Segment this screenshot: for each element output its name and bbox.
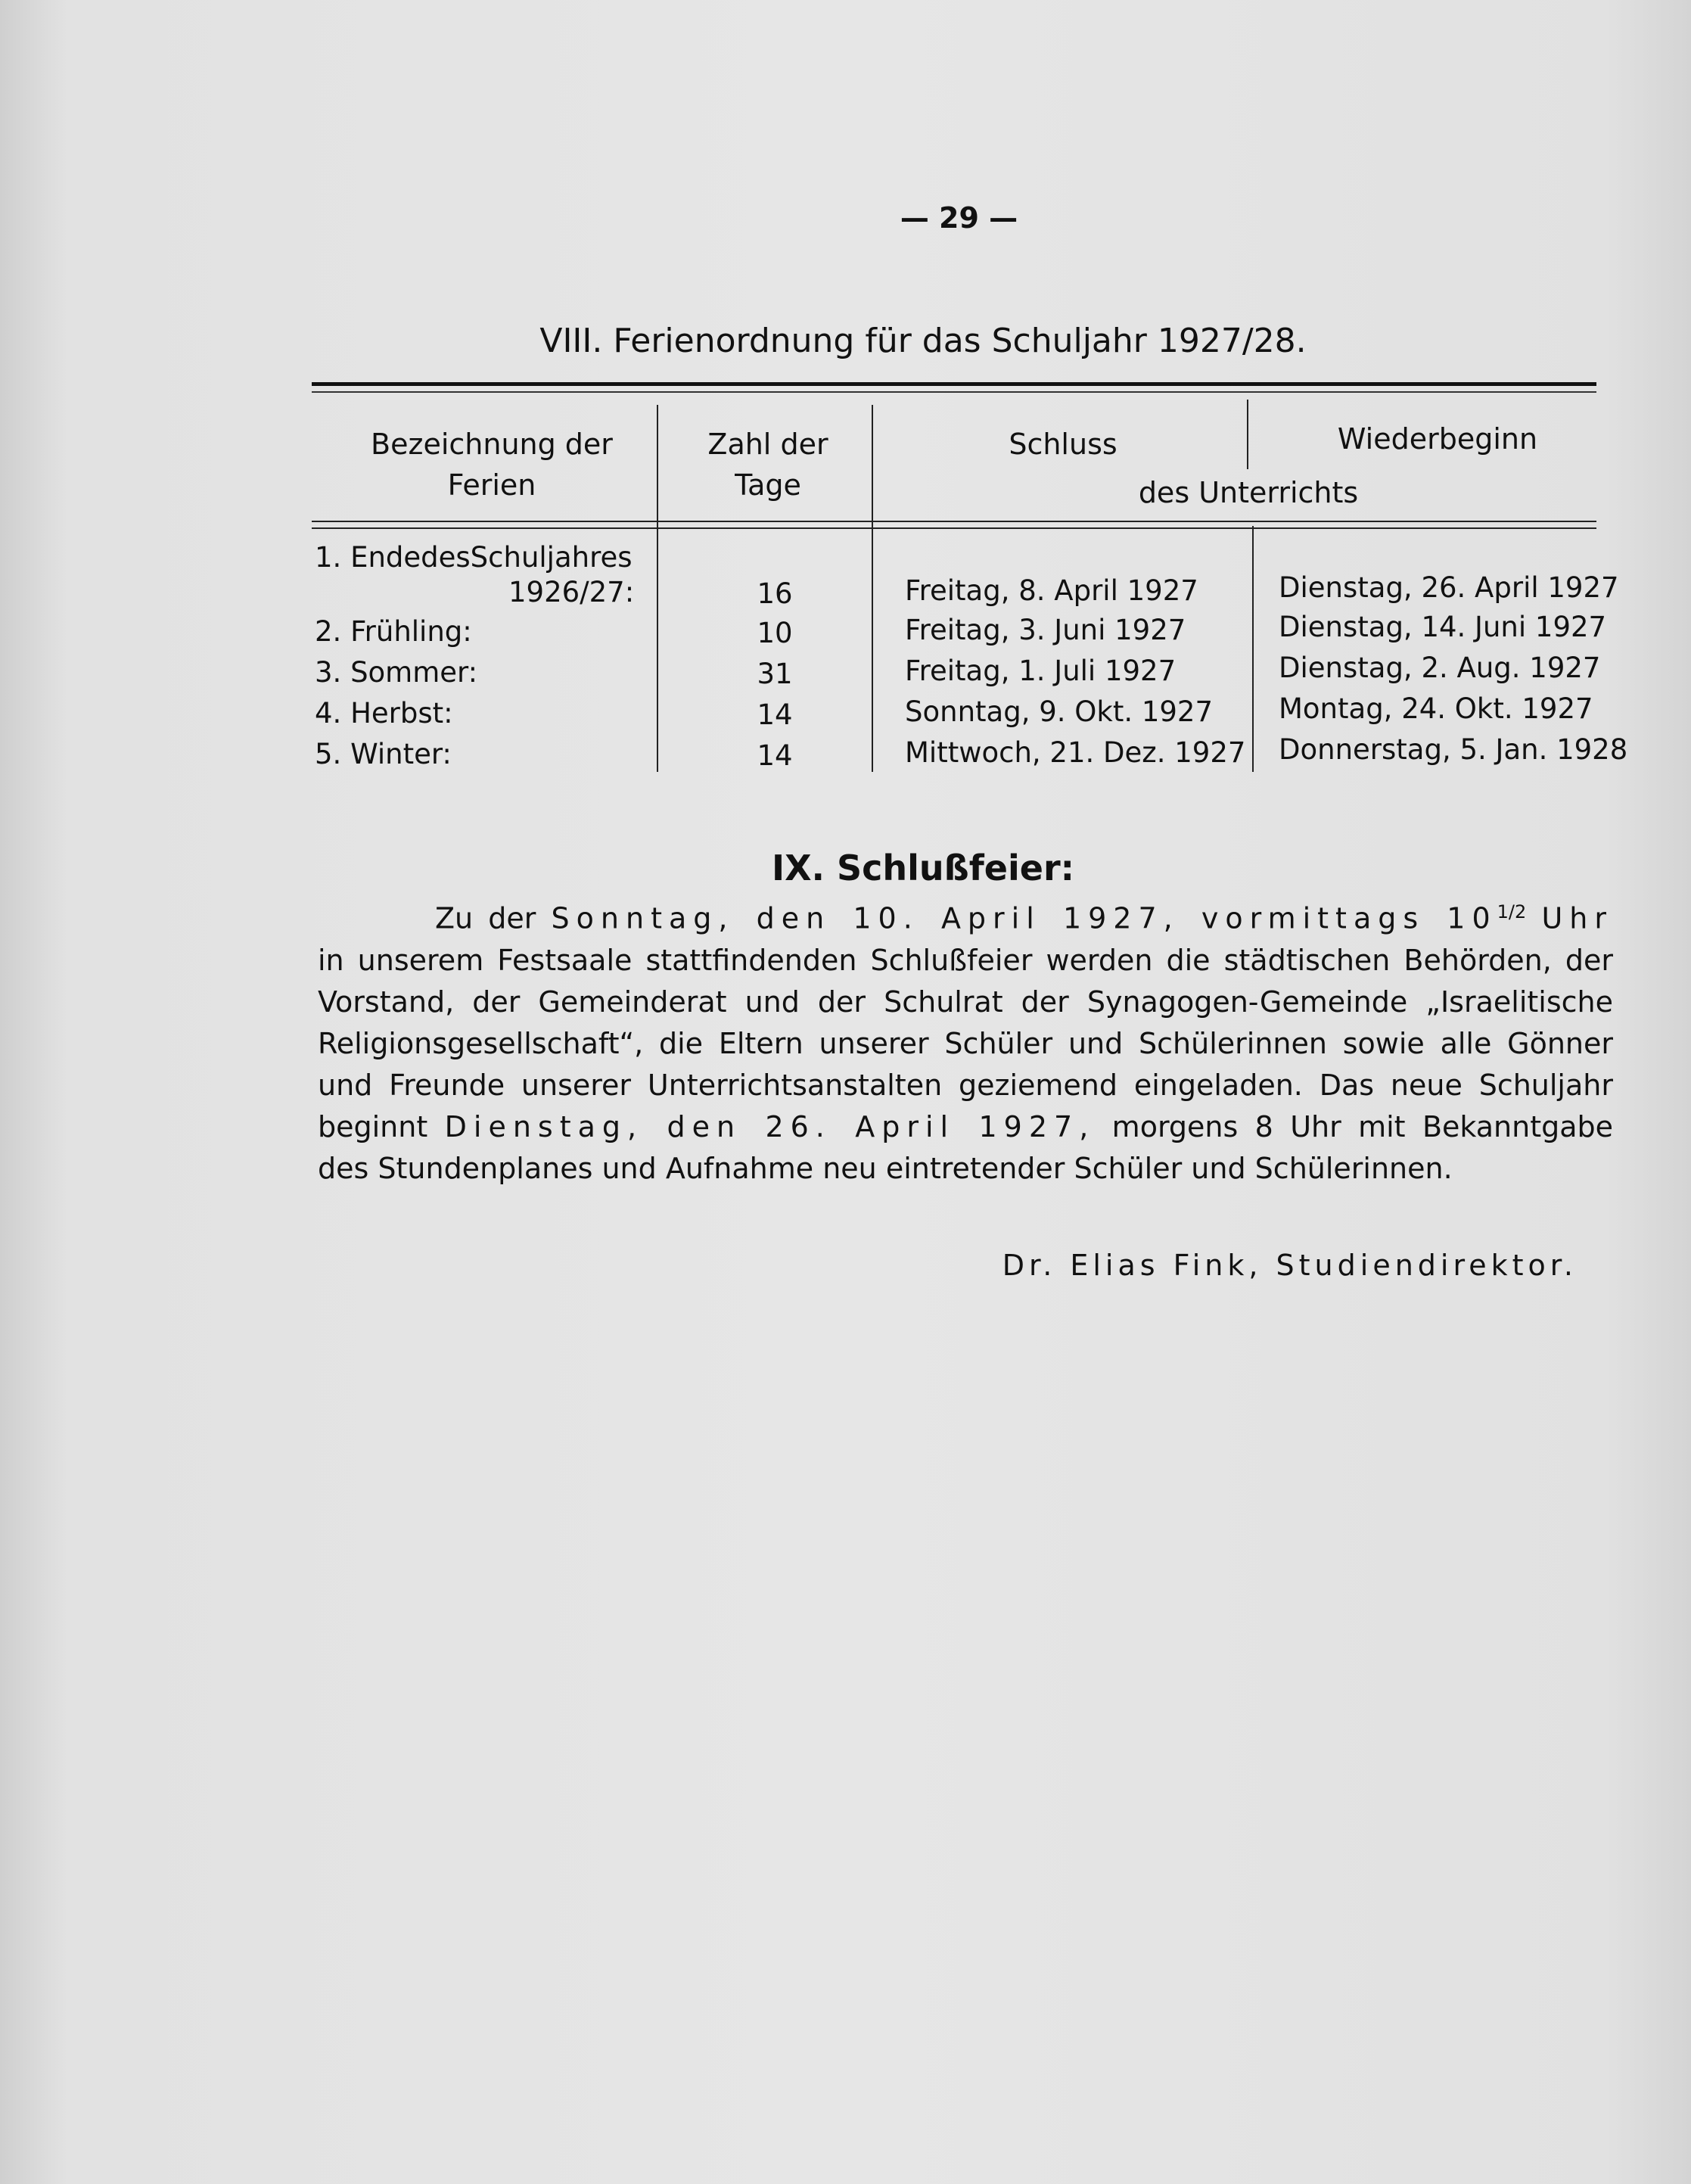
col-divider-1 — [657, 405, 658, 772]
row3-days: 31 — [757, 658, 793, 690]
paragraph-line-5: und Freunde unserer Unterrichtsanstalten geziemend eingeladen. Das neue Schuljahr — [318, 1068, 1613, 1102]
header-wiederbeginn: Wiederbeginn — [1337, 422, 1538, 456]
line6-date-spaced: Dienstag, den 26. April 1927, — [444, 1109, 1096, 1143]
line6-start: beginnt — [318, 1109, 428, 1143]
row1-restart: Dienstag, 26. April 1927 — [1279, 571, 1619, 604]
col-divider-3 — [1247, 400, 1248, 469]
header-bottom-rule — [312, 521, 1596, 522]
row2-restart: Dienstag, 14. Juni 1927 — [1279, 611, 1607, 643]
paragraph-line-6 — [318, 1106, 1613, 1148]
row5-name: 5. Winter: — [315, 738, 452, 770]
page-number-text: — 29 — — [900, 201, 1018, 235]
line1-uhr: Uhr — [1541, 901, 1613, 935]
row5-restart: Donnerstag, 5. Jan. 1928 — [1279, 733, 1628, 766]
row3-restart: Dienstag, 2. Aug. 1927 — [1279, 652, 1601, 684]
row4-days: 14 — [757, 698, 793, 731]
row1-name: 1. EndedesSchuljahres — [315, 541, 633, 574]
col-divider-2 — [872, 405, 873, 772]
header-schluss: Schluss — [1009, 428, 1117, 461]
line1-fraction: 1/2 — [1497, 901, 1527, 922]
paragraph-line-4: Religionsgesellschaft“, die Eltern unserer Schüler und Schülerinnen sowie alle Gönner — [318, 1026, 1613, 1060]
line1-start: Zu der — [435, 901, 536, 935]
row4-end: Sonntag, 9. Okt. 1927 — [905, 695, 1214, 728]
row4-name: 4. Herbst: — [315, 697, 453, 730]
paragraph-line-1 — [318, 891, 1613, 940]
row3-name: 3. Sommer: — [315, 656, 478, 689]
section-ix-paragraph — [318, 891, 1613, 1190]
header-bezeichnung: Bezeichnung der Ferien — [371, 428, 613, 502]
row5-end: Mittwoch, 21. Dez. 1927 — [905, 736, 1246, 769]
row1-name-cont: 1926/27: — [508, 576, 635, 608]
header-des-unterrichts: des Unterrichts — [1138, 476, 1359, 509]
table-top-rule — [312, 382, 1596, 386]
paragraph-line-2: in unserem Festsaale stattfindenden Schlußfeier werden die städtischen Behörden, der — [318, 943, 1613, 977]
row4-restart: Montag, 24. Okt. 1927 — [1279, 692, 1593, 725]
line6-end: morgens 8 Uhr mit Bekanntgabe — [1111, 1109, 1613, 1143]
section-ix-title: IX. Schlußfeier: — [771, 848, 1075, 888]
header-zahl-der-tage: Zahl der Tage — [707, 428, 828, 502]
paragraph-line-7: des Stundenplanes und Aufnahme neu eintretender Schüler und Schülerinnen. — [318, 1151, 1453, 1185]
col-divider-3b — [1252, 526, 1254, 772]
row1-end: Freitag, 8. April 1927 — [905, 574, 1198, 607]
row5-days: 14 — [757, 739, 793, 772]
paragraph-line-3: Vorstand, der Gemeinderat und der Schulrat der Synagogen-Gemeinde „Israelitische — [318, 985, 1613, 1019]
row2-days: 10 — [757, 617, 793, 649]
signature: Dr. Elias Fink, Studiendirektor. — [1002, 1249, 1578, 1282]
row1-days: 16 — [757, 577, 793, 610]
section-viii-title: VIII. Ferienordnung für das Schuljahr 1927/28. — [539, 322, 1307, 360]
line1-date-spaced: Sonntag, den 10. April 1927, vormittags 10 — [551, 901, 1497, 935]
row2-name: 2. Frühling: — [315, 615, 472, 648]
row2-end: Freitag, 3. Juni 1927 — [905, 614, 1186, 646]
page-number — [0, 201, 1691, 235]
row3-end: Freitag, 1. Juli 1927 — [905, 655, 1177, 687]
header-bottom-rule-2 — [312, 527, 1596, 529]
table-top-rule-thin — [312, 391, 1596, 393]
